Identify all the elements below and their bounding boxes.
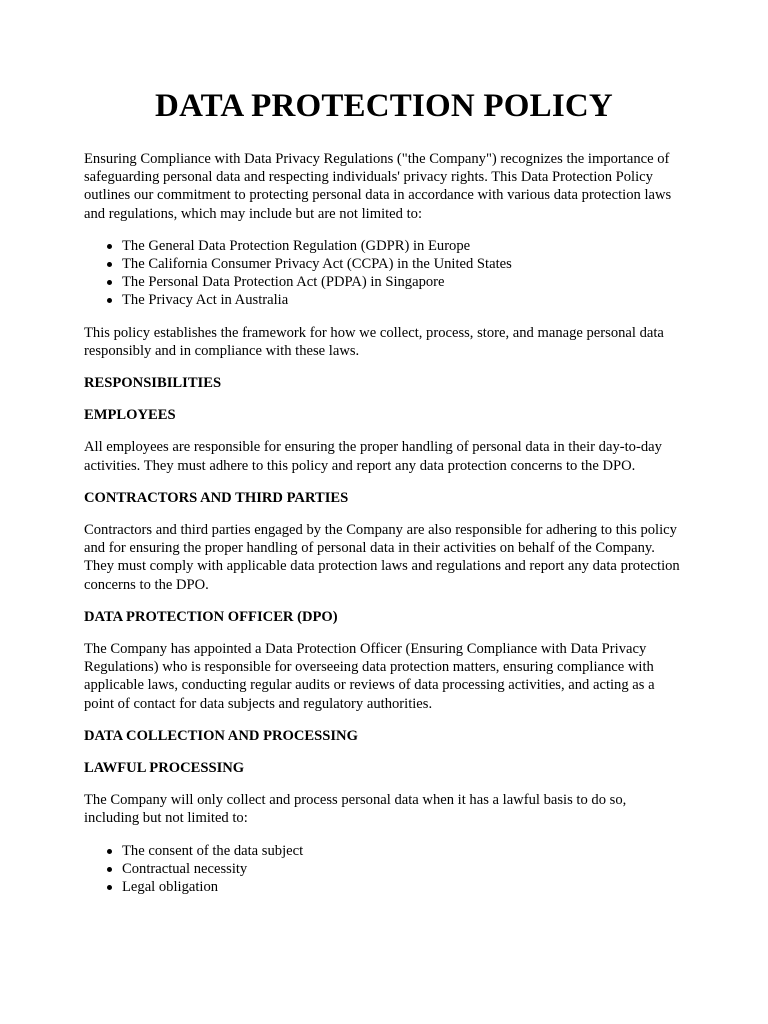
bullet-icon <box>107 867 112 872</box>
list-item: The Personal Data Protection Act (PDPA) in Singapore <box>122 273 684 291</box>
intro-paragraph: Ensuring Compliance with Data Privacy Regulations ("the Company") recognizes the importance of safeguarding personal data and respecting individuals' privacy rights. This Data Protection Policy outlines our commitment to protecting personal data in accordance with various data protection laws and regulations, which may include but are not limited to: <box>84 151 672 222</box>
lawful-heading: LAWFUL PROCESSING <box>84 760 245 777</box>
lawful-bases-list <box>84 842 684 897</box>
contractors-heading: CONTRACTORS AND THIRD PARTIES <box>84 489 349 506</box>
list-item: Legal obligation <box>122 878 684 896</box>
list-item: The consent of the data subject <box>122 842 684 860</box>
collection-heading: DATA COLLECTION AND PROCESSING <box>84 727 358 744</box>
bullet-icon <box>107 262 112 267</box>
bullet-icon <box>107 244 112 249</box>
laws-list <box>84 237 684 310</box>
list-item: The California Consumer Privacy Act (CCPA) in the United States <box>122 255 684 273</box>
lawful-paragraph: The Company will only collect and process personal data when it has a lawful basis to do so, including but not limited to: <box>84 792 627 827</box>
dpo-paragraph: The Company has appointed a Data Protection Officer (Ensuring Compliance with Data Privacy Regulations) who is responsible for overseeing data protection matters, ensuring compliance with applicable laws, conducting regular audits or reviews of data processing activities, and acting as a point of contact for data subjects and regulatory authorities. <box>84 641 655 712</box>
bullet-icon <box>107 280 112 285</box>
framework-paragraph: This policy establishes the framework for how we collect, process, store, and manage personal data responsibly and in compliance with these laws. <box>84 324 664 359</box>
employees-heading: EMPLOYEES <box>84 407 176 424</box>
list-item: The General Data Protection Regulation (GDPR) in Europe <box>122 237 684 255</box>
employees-paragraph: All employees are responsible for ensuring the proper handling of personal data in their day-to-day activities. They must adhere to this policy and report any data protection concerns to the DPO. <box>84 439 662 474</box>
bullet-icon <box>107 885 112 890</box>
bullet-icon <box>107 298 112 303</box>
contractors-paragraph: Contractors and third parties engaged by the Company are also responsible for adhering to this policy and for ensuring the proper handling of personal data in their activities on behalf of the Company. They must comply with applicable data protection laws and regulations and report any data protection concerns to the DPO. <box>84 522 680 593</box>
document-title: DATA PROTECTION POLICY <box>155 88 613 124</box>
list-item: Contractual necessity <box>122 860 684 878</box>
list-item: The Privacy Act in Australia <box>122 291 684 309</box>
responsibilities-heading: RESPONSIBILITIES <box>84 375 222 392</box>
dpo-heading: DATA PROTECTION OFFICER (DPO) <box>84 608 338 625</box>
bullet-icon <box>107 849 112 854</box>
